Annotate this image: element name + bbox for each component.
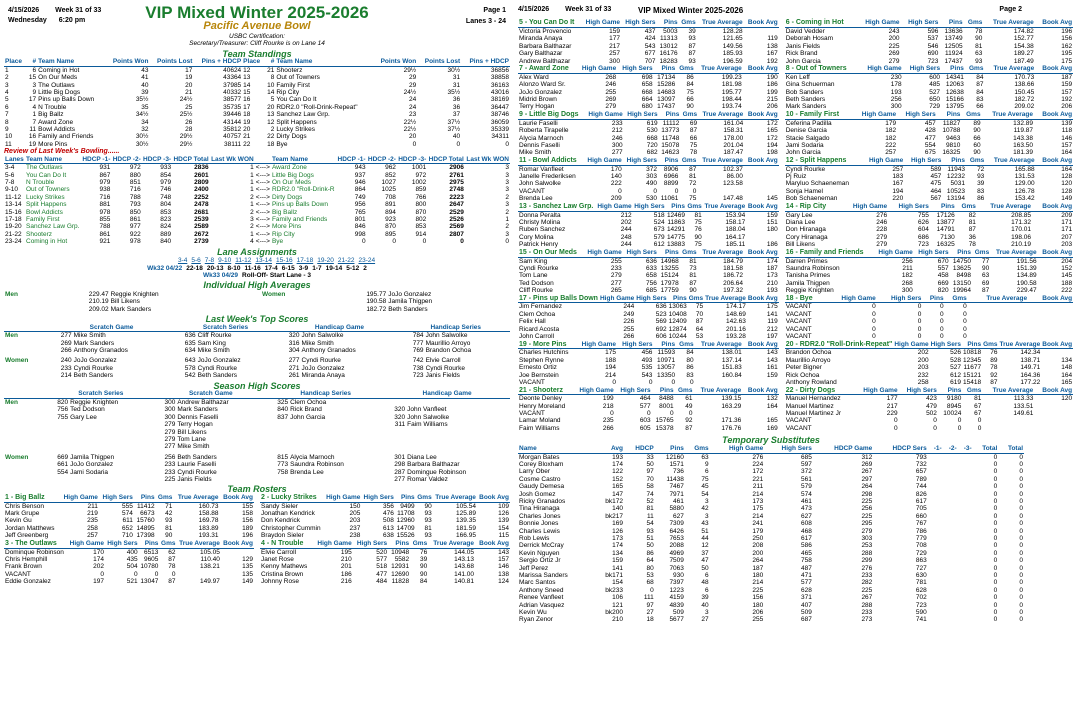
league-title: VIP Mixed Winter 2025-2026 <box>145 3 369 22</box>
roster-team-name: 10 - Family First <box>785 112 853 119</box>
roster-row: Gina Schuerman 178 485 12063 87 138.66 159 <box>785 81 1073 89</box>
section-high-averages: Individual High Averages <box>203 280 311 291</box>
arrow-icon: <---> <box>255 208 270 216</box>
roster-table: 17 - Pins up Balls Down High Game High Sers Pins Gms True Average Book Avg Jim Fernandez 244 636 13063 75 174.17 175 Clem Ochoa 249 523 10408 70 148.69 141 Felix Hall 226 569 12409 87 142.63 119 Ricard Acosta 255 692 12874 64 201.16 212 John Carroll 266 606 10244 53 193.28 197 <box>519 294 778 341</box>
temp-sub-row: Rob Lewis 173 51 7653 44 250 617 303 779 0 0 <box>519 535 1023 542</box>
arrow-icon: <---> <box>255 179 270 187</box>
roster-row: Alonzo Ward Sr. 246 658 15286 84 181.98 186 <box>519 81 778 89</box>
roster-row: Christopher Cummin 237 613 14709 81 181.59 154 <box>261 524 509 532</box>
roster-table: 15 - On Our Meds High Game High Sers Pins Gms True Average Book Avg Sam King 255 636 14968 81 184.79 174 Cyndi Rourke 233 633 13255 73 181.58 187 Tom Lane 279 658 15124 81 186.72 173 Ted Dodson 277 756 17978 87 206.64 210 Cliff Rourke 265 685 17759 90 197.32 193 <box>519 248 778 295</box>
roster-row: JoJo Gonzalez 255 668 14683 75 195.77 199 <box>519 88 778 96</box>
lane-pair: 17-18 <box>296 257 314 265</box>
roster-row: Mark Grupe 219 574 6673 42 158.88 158 <box>5 510 253 518</box>
review-row: 17-18 Family First 855 861 823 2539 3 <---> Family and Friends 801 923 802 2526 1 <box>5 216 509 224</box>
roster-row: Manuel Martinez Jr 229 502 10024 67 149.61 <box>785 410 1034 418</box>
roster-row: Brandon Ochoa 202 526 10818 76 142.34 <box>785 349 1041 357</box>
roster-row: Cristina Brown 186 477 12690 90 141.00 138 <box>261 570 509 578</box>
roster-row: Stacie Salgado 182 477 9463 66 143.38 146 <box>785 134 1073 142</box>
roster-row: Tanisha Primes 182 458 8498 63 134.89 145 <box>785 272 1073 280</box>
lane-pair: 13-14 <box>255 257 272 265</box>
roster-row: Henry Moreland 218 577 8001 49 163.29 164 <box>519 402 778 410</box>
roster-row: Jeff Greenberg 257 710 17398 90 193.31 196 <box>5 532 253 540</box>
review-row: 5-6 You Can Do It 867 880 854 2601 1 <---> Little Big Dogs 937 852 972 2761 3 <box>5 171 509 179</box>
men-averages: Men 229.47 Reggie Knighten 210.19 Bill Likens 209.02 Mark Sanders <box>5 290 159 313</box>
section-lane-assignments: Lane Assignments <box>217 246 297 257</box>
roster-team-name: 11 - Bowl Addicts <box>518 158 583 165</box>
roster-row: Kevin Gu 235 611 15760 93 169.78 156 <box>5 517 253 525</box>
roster-team-name: 15 - On Our Meds <box>518 250 583 257</box>
roster-team-name: 14 - Rip City <box>785 204 842 211</box>
roster-row: Chris Hemphill 174 435 9605 87 110.40 129 <box>5 555 253 563</box>
roster-row: John Garcia 279 723 17437 93 187.49 175 <box>785 57 1073 65</box>
section-temp-subs: Temporary Substitutes <box>722 435 820 446</box>
standings-row: 5 17 Pins up Balls Down 35½ 24½ 38577 16 5 You Can Do It 24 36 38169 <box>5 96 509 104</box>
roster-table: 18 - Bye High Game High Sers Pins Gms True Average Book Avg VACANT 0 0 0 0 VACANT 0 0 0 0 VACANT 0 0 0 0 VACANT 0 0 0 0 VACANT 0 0 0 0 <box>785 294 1073 341</box>
lane-match: 20-13 <box>206 264 224 272</box>
roster-table: 20 - RDR2.0 "Roll-Drink-Repeat" High Game High Sers Pins Gms True Average Book Avg Brandon Ochoa 202 526 10818 76 142.34 Maurillio Arroyo 200 528 12345 89 138.71 134 Peter Bigner 203 527 11677 78 149.71 148 Rick Ochoa 232 612 15121 92 164.36 164 Anthony Rowland 258 619 15418 87 177.22 165 <box>785 340 1073 386</box>
roster-row: Alex Ward 268 698 17134 86 199.23 190 <box>519 73 778 81</box>
roster-team-name: 1 - Big Ballz <box>4 495 60 502</box>
roster-table: 14 - Rip City High Game High Sers Pins Gms True Average Book Avg Gary Lee 276 755 17126 82 208.85 209 Diana Lee 246 626 13877 81 171.32 171 Don Hiranaga 228 604 14791 87 170.01 171 Cory Hiranaga 279 686 7130 36 198.06 207 Bill Likens 279 723 16325 78 210.19 203 <box>785 202 1073 249</box>
standings-row: 4 9 Little Big Dogs 39 21 40332 15 14 Rip City 24½ 35½ 43016 <box>5 89 509 97</box>
roster-row: Cory Hiranaga 279 686 7130 36 198.06 207 <box>785 233 1073 241</box>
week-label-2: Week 31 of 33 <box>565 6 612 13</box>
temp-sub-row: Ryan Zenor 210 18 5677 27 255 687 273 741 0 0 <box>519 616 1023 624</box>
season-high-table: Scratch Series Scratch Game Handicap Series Handicap Game Men 820 Reggie Knighten 300 Andrew Balthazar 325 Clem Ochoa 756 Ted Dodson 300 Mark Sanders 840 Rick Brand 320 John Vanfleet 755 Gary Lee 300 Dennis Faselli 837 John Garcia 320 John Salwolke 279 Terry Hogan 311 Faim Williams 279 Bill Likens 279 Tom Lane 277 Mike Smith Women 669 Jamila Thigpen 256 Beth Sanders 815 Alycia Marnoch 301 Diana Lee 661 JoJo Gonzalez 233 Laurie Faselli 773 Saundra Robinson 298 Barbara Balthazar 554 Jami Sodaria 233 Cyndi Rourke 758 Brenda Lee 287 Domingue Robinson 225 Janis Fields 277 Romar Valdez <box>4 391 510 483</box>
standings-row: 7 1 Big Ballz 34½ 25½ 39446 18 13 Sanchez Law Grp. 23 37 38746 <box>5 111 509 119</box>
lane-pair: 21-22 <box>337 257 355 265</box>
temp-sub-row: Bonnie Jones 169 54 7309 43 241 608 295 767 0 0 <box>519 520 1023 528</box>
roster-row: Roberta Tirapelle 212 530 13773 87 158.31 165 <box>519 127 778 135</box>
roster-row: Ken Leff 230 600 14341 84 170.73 187 <box>785 73 1073 81</box>
review-row: 7-8 N Trouble 979 851 979 2809 1 <---> On Our Meds 946 1027 1002 2975 3 <box>5 179 509 187</box>
roster-team-name: 6 - Coming in Hot <box>785 20 857 27</box>
roster-row: Cory Molina 248 579 14775 90 164.17 <box>519 233 746 241</box>
standings-row: 6 4 N Trouble 35 25 35735 17 20 RDR2.0 "Roll-Drink-Repeat" 24 36 36447 <box>5 103 509 111</box>
temp-sub-row: Jeff Perez 141 80 7063 50 187 487 276 727 0 0 <box>519 564 1023 572</box>
review-row: 13-14 Split Happens 881 793 804 2478 1 <---> Pins up Balls Down 956 891 800 2647 3 <box>5 201 509 209</box>
roster-row: Peter Bigner 203 527 11677 78 149.71 148 <box>785 364 1073 372</box>
standings-row: 2 15 On Our Meds 41 19 43364 13 8 Out of Towners 29 31 38858 <box>5 74 509 82</box>
roster-row: Don Kendrick 203 508 12960 93 139.35 139 <box>261 517 509 525</box>
roster-row: Bill Likens 279 723 16325 78 210.19 203 <box>785 241 1073 249</box>
temp-sub-row: Larry Ober 122 97 736 6 172 372 267 657 0 0 <box>519 468 1023 476</box>
temp-sub-row: Gaudy Demesa 165 58 7467 45 211 579 264 744 0 0 <box>519 483 1023 491</box>
roster-row: Anthony Rowland 258 619 15418 87 177.22 165 <box>785 378 1073 386</box>
roster-row: Gary Lee 276 755 17126 82 208.85 209 <box>785 211 1073 219</box>
last-week-top-table: Scratch Game Scratch Series Handicap Game Handicap Series Men 277 Mike Smith 636 Cliff Rourke 320 John Salwolke 784 John Salwolke 269 Mark Sanders 635 Sam King 316 Mike Smith 777 Maurillio Arroyo 266 Anthony Granados 634 Mike Smith 304 Anthony Granados 769 Brandon Ochoa Women 240 JoJo Gonzalez 643 JoJo Gonzalez 277 Cyndi Rourke 742 Elvie Carroll 233 Cyndi Rourke 578 Cyndi Rourke 271 JoJo Gonzalez 738 Cyndi Rourke 214 Beth Sanders 542 Beth Sanders 261 Miranda Anaya 723 Janis Fields <box>4 324 510 379</box>
high-averages <box>4 291 510 313</box>
roster-table: 8 - Out of Towners High Game High Sers Pins Gms True Average Book Avg Ken Leff 230 600 14341 84 170.73 187 Gina Schuerman 178 485 12063 87 138.66 159 Bob Sanders 193 527 12638 84 150.45 157 Beth Sanders 256 650 15166 83 182.72 192 Mark Sanders 300 729 13795 66 209.02 206 <box>785 65 1073 111</box>
roster-row: Braydon Sieler 238 638 15526 93 166.95 115 <box>261 532 509 540</box>
roster-team-name: 18 - Bye <box>785 296 826 303</box>
roster-row: Diana Lee 246 626 13877 81 171.32 171 <box>785 218 1073 226</box>
standings-row: 10 16 Family and Friends 30½ 29½ 40757 21 22 Dirty Dogs 20 40 34311 <box>5 133 509 141</box>
temp-subs-table: Name Avg HDCP Pins Gms High Game High Sers HDCP Game HDCP Sers -1- -2- -3- Total Total Morgan Bates 193 33 12160 63 276 685 312 793 0 0 Corey Bloxham 174 50 1571 9 224 597 269 732 0 0 Larry Ober 122 97 736 6 172 372 267 657 0 0 Cosme Castro 152 70 11438 75 221 561 297 789 0 0 Gaudy Demesa 165 58 7467 45 211 579 264 744 0 0 Josh Gomez 147 74 7971 54 214 574 298 826 0 0 Ricky Granados bk172 52 461 3 173 461 225 617 0 0 Tina Hiranaga 140 81 5880 42 175 473 256 705 0 0 Charles Jones bk217 11 627 3 214 627 225 660 0 0 Bonnie Jones 169 54 7309 43 241 608 295 767 0 0 Charles Lewis 126 93 6426 51 179 468 279 786 0 0 Rob Lewis 173 51 7653 44 250 617 303 779 0 0 Derrick McCray 174 50 2088 12 208 586 253 708 0 0 Kevin Nguyen 134 86 4969 37 200 465 288 729 0 0 Sergio Ortiz Jr 159 64 7509 47 264 758 299 863 0 0 Jeff Perez 141 80 7063 50 187 487 276 727 0 0 Marissa Sanders bk171 53 930 6 180 471 233 630 0 0 Marc Santos 154 68 7397 48 214 577 282 781 0 0 Anthony Sneed bk233 0 1223 6 225 628 225 628 0 0 Renee Vanfleet 106 111 4159 39 156 371 267 702 0 0 Adrian Vasquez 121 97 4839 40 180 407 288 723 0 0 Kevin Wu bk200 27 509 3 206 509 233 590 0 0 Ryan Zenor 210 18 5677 27 255 687 273 741 0 0 <box>519 444 1023 624</box>
arrow-icon: <---> <box>255 230 270 238</box>
temp-sub-row: Marissa Sanders bk171 53 930 6 180 471 233 630 0 0 <box>519 572 1023 580</box>
roster-row: VACANT 0 0 0 0 <box>785 424 982 432</box>
roster-team-name: 17 - Pins up Balls Down <box>519 294 598 302</box>
lane-pair: 9-10 <box>218 257 232 265</box>
roster-row: Reggie Knighten 300 820 19964 87 229.47 222 <box>785 287 1073 295</box>
roster-row: Maurillio Arroyo 200 528 12345 89 138.71 134 <box>785 356 1073 364</box>
roster-row: Janis Fields 225 546 12505 81 154.38 162 <box>785 42 1073 50</box>
section-team-standings: Team Standings <box>222 48 292 59</box>
roster-row: Stephen Rynne 188 493 10971 80 137.14 143 <box>519 356 778 364</box>
roster-team-name: 12 - Split Happens <box>785 158 862 165</box>
roster-row: Clem Ochoa 249 523 10408 70 148.69 141 <box>519 310 778 318</box>
roster-row: David Vedder 243 596 13636 78 174.82 196 <box>785 27 1073 35</box>
roster-team-name: 20 - RDR2.0 "Roll-Drink-Repeat" <box>785 340 893 348</box>
roster-row: Sam King 255 636 14968 81 184.79 174 <box>519 257 778 265</box>
lane-match: 22-18 <box>186 264 203 272</box>
report-date-2: 4/15/2026 <box>518 6 550 13</box>
roster-row: Midrid Brown 269 664 13097 66 198.44 215 <box>519 96 778 104</box>
roster-row: Rick Ochoa 232 612 15121 92 164.36 164 <box>785 371 1073 379</box>
section-review: Review of Last Week's Bowling...... <box>4 148 120 156</box>
arrow-icon: <---> <box>255 171 270 179</box>
lane-match: 1-7 <box>312 264 322 272</box>
league-title-2: VIP Mixed Winter 2025-2026 <box>638 6 744 15</box>
standings-row: 9 11 Bowl Addicts 32 28 35812 20 2 Lucky Strikes 22½ 37½ 35339 <box>5 126 509 134</box>
roster-row: Barbara Balthazar 217 543 13012 87 149.56 138 <box>519 42 778 50</box>
temp-sub-row: Kevin Nguyen 134 86 4969 37 200 465 288 729 0 0 <box>519 549 1023 557</box>
roster-row: Ted Dodson 277 756 17978 87 206.64 210 <box>519 279 778 287</box>
roster-row: Miranda Anaya 177 424 11313 93 121.65 119 <box>519 35 778 43</box>
roster-row: Gary Balthazar 257 677 16176 87 185.93 167 <box>519 50 778 58</box>
roster-row: John Carroll 266 606 10244 53 193.28 197 <box>519 333 778 341</box>
roster-team-name: 9 - Little Big Dogs <box>518 112 584 119</box>
lane-match: 3-9 <box>298 264 309 272</box>
lane-match: 6-15 <box>281 264 295 272</box>
week-label: Week 31 of 33 <box>55 7 102 14</box>
lane-pair: 5-6 <box>191 257 201 265</box>
temp-sub-row: Adrian Vasquez 121 97 4839 40 180 407 288 723 0 0 <box>519 601 1023 609</box>
roster-row: Jamila Thigpen 268 669 13150 69 190.58 188 <box>785 279 1073 287</box>
temp-sub-row: Josh Gomez 147 74 7971 54 214 574 298 826 0 0 <box>519 490 1023 498</box>
review-row: 23-24 Coming in Hot 921 978 840 2739 4 <---> Bye 0 0 0 0 0 <box>5 238 509 246</box>
roster-table: 5 - You Can Do It High Game High Sers Pins Gms True Average Book Avg Victoria Provencio 159 437 5003 39 128.28 Miranda Anaya 177 424 11313 93 121.65 119 Barbara Balthazar 217 543 13012 87 149.56 138 Gary Balthazar 257 677 16176 87 185.93 167 Andrew Balthazar 300 707 18283 93 196.59 192 <box>519 19 778 65</box>
lane-match: 19-14 <box>325 264 343 272</box>
roster-row: Charles Hutchins 175 456 11593 84 138.01 143 <box>519 349 778 357</box>
review-row: 19-20 Sanchez Law Grp. 788 977 824 2589 2 <---> More Pins 846 870 853 2569 2 <box>5 223 509 231</box>
lane-match: 2 <box>363 264 367 272</box>
temp-sub-row: Renee Vanfleet 106 111 4159 39 156 371 267 702 0 0 <box>519 594 1023 602</box>
roster-row: Patrick Henry 244 612 13883 75 185.11 186 <box>519 241 778 249</box>
roster-row: Cliff Rourke 265 685 17759 90 197.32 193 <box>519 287 778 295</box>
rosters-page1 <box>4 495 510 587</box>
roster-row: Mike Smith 277 682 14623 78 187.47 198 <box>519 149 778 157</box>
roster-row: Denise Garcia 182 428 10788 90 119.87 118 <box>785 127 1073 135</box>
roster-row: Tom Lane 279 658 15124 81 186.72 173 <box>519 272 778 280</box>
time-label: 6:20 pm <box>58 17 86 24</box>
lane-match: 8-10 <box>227 264 241 272</box>
roster-team-name: 4 - N Trouble <box>260 541 313 548</box>
roster-row: VACANT 0 0 0 0 135 <box>5 570 253 578</box>
review-row: 15-16 Bowl Addicts 978 850 853 2681 2 <---> Big Ballz 765 894 870 2529 2 <box>5 208 509 216</box>
page-2-header <box>518 2 1024 16</box>
review-row: 21-22 Shooterz 861 922 889 2672 1 <---> Rip City 998 895 914 2807 3 <box>5 230 509 238</box>
roster-table: 9 - Little Big Dogs High Game High Sers Pins Gms True Average Book Avg Laurie Faselli 233 619 11112 69 161.04 172 Roberta Tirapelle 212 530 13773 87 158.31 165 Alycia Marnoch 246 668 11748 66 178.00 172 Dennis Faselli 300 720 15078 75 201.04 194 Mike Smith 277 682 14623 78 187.47 198 <box>519 111 778 157</box>
lane-pair: 3-4 <box>177 257 188 265</box>
roster-row: Lamar Moland 235 603 15765 92 171.36 165 <box>519 417 778 425</box>
roster-row: Dominque Robinson 170 400 6513 62 105.05 <box>5 548 220 556</box>
roster-row: Manuel Hernandez 177 423 9180 81 113.33 120 <box>785 395 1073 403</box>
roster-row: Frank Brown 202 504 10780 78 138.21 135 <box>5 563 253 571</box>
roster-row: Victoria Provencio 159 437 5003 39 128.28 <box>519 27 743 35</box>
day-label: Wednesday <box>8 17 47 24</box>
roster-row: Laurie Faselli 233 619 11112 69 161.04 172 <box>519 119 778 127</box>
report-date: 4/15/2026 <box>8 7 40 14</box>
roster-team-name: 3 - The Outlaws <box>4 541 67 548</box>
roster-row: Alycia Marnoch 246 668 11748 66 178.00 172 <box>519 134 778 142</box>
temp-sub-row: Anthony Sneed bk233 0 1223 6 225 628 225 628 0 0 <box>519 586 1023 594</box>
roster-team-name: 13 - Sanchez Law Grp. <box>518 204 596 211</box>
temp-sub-row: Morgan Bates 193 33 12160 63 276 685 312 793 0 0 <box>519 453 1023 461</box>
temp-sub-row: Kevin Wu bk200 27 509 3 206 509 233 590 0 0 <box>519 609 1023 617</box>
lane-header <box>4 257 510 264</box>
temp-sub-row: Charles Lewis 126 93 6426 51 179 468 279 786 0 0 <box>519 527 1023 535</box>
roster-row: Ricard Acosta 255 692 12874 64 201.16 212 <box>519 325 778 333</box>
arrow-icon: <---> <box>255 216 270 224</box>
roster-row: Eddie Gonzalez 197 521 13047 87 149.97 149 <box>5 578 253 586</box>
roster-row: Ernesto Ortiz 194 535 13057 86 151.83 161 <box>519 364 778 372</box>
women-averages: Women 195.77 JoJo Gonzalez 190.58 Jamila Thigpen 182.72 Beth Sanders <box>262 290 433 313</box>
roster-row: Ruben Sanchez 244 673 14291 76 188.04 180 <box>519 226 778 234</box>
roster-row: VACANT 0 0 0 0 <box>519 378 694 386</box>
roster-row: Andrew Balthazar 300 707 18283 93 196.59 192 <box>519 57 778 65</box>
standings-row: 1 6 Coming in Hot 43 17 40624 12 21 Shooterz 29½ 30½ 36856 <box>5 66 509 74</box>
roster-row: Beth Sanders 256 650 15166 83 182.72 192 <box>785 96 1073 104</box>
page-2 <box>514 0 1073 703</box>
temp-sub-row: Ricky Granados bk172 52 461 3 173 461 225 617 0 0 <box>519 497 1023 505</box>
roster-row: Brenda Lee 209 530 11061 75 147.48 145 <box>519 195 778 203</box>
roster-table: 11 - Bowl Addicts High Game High Sers Pins Gms True Average Book Avg Romar Vanfleet 170 372 8906 87 102.37 Janelle Frederiksen 140 303 6966 81 86.00 John Salwolke 222 490 8899 72 123.58 VACANT 0 0 0 0 Brenda Lee 209 530 11061 75 147.48 145 <box>519 157 778 203</box>
lane-pair: 19-20 <box>317 257 334 265</box>
roster-team-name: 22 - Dirty Dogs <box>785 387 855 394</box>
roster-team-name: 7 - Award Zone <box>518 66 576 73</box>
roster-table: 10 - Family First High Game High Sers Pins Gms True Average Book Avg Ceferina Padilla 179 457 11827 89 132.89 139 Denise Garcia 182 428 10788 90 119.87 118 Stacie Salgado 182 477 9463 66 143.38 146 Jami Sodaria 222 554 9810 60 163.50 157 John Garcia 257 675 16325 90 181.39 164 <box>785 111 1073 157</box>
roster-row: Jordan Matthews 258 652 14895 81 183.89 189 <box>5 524 253 532</box>
roster-table: 21 - Shooterz High Game High Sers Pins Gms True Average Book Avg Deonte Denley 199 464 8488 61 139.15 132 Henry Moreland 218 577 8001 49 163.29 164 VACANT 0 0 0 0 Lamar Moland 235 603 15765 92 171.36 165 Faim Williams 266 605 15378 87 176.76 169 <box>519 386 778 432</box>
roster-table: 12 - Split Happens High Game High Sers Pins Gms True Average Book Avg Cyndi Rourke 257 589 11943 72 165.88 164 Pj Ruiz 183 457 12232 93 131.53 128 Maryluo Schaeneman 167 475 5031 39 129.00 120 Sonja Hamel 194 464 10523 83 126.78 128 Bob Schaeneman 220 567 13194 86 153.42 149 <box>785 157 1073 203</box>
roster-row: Mark Sanders 300 729 13795 66 209.02 206 <box>785 103 1073 111</box>
roster-table: 2 - Lucky Strikes High Game High Sers Pins Gms True Average Book Avg Sandy Sieler 150 356 9499 90 105.54 109 Jonathan Kendrick 205 476 11708 93 125.89 126 Don Kendrick 203 508 12960 93 139.35 139 Christopher Cummin 237 613 14709 81 181.59 154 Braydon Sieler 238 638 15526 93 166.95 115 <box>261 494 509 540</box>
temp-sub-row: Derrick McCray 174 50 2088 12 208 586 253 708 0 0 <box>519 542 1023 550</box>
standings-row: 3 3 The Outlaws 40 20 37985 14 10 Family First 29 31 36163 <box>5 81 509 89</box>
arrow-icon: <---> <box>255 201 270 209</box>
roster-row: Felix Hall 226 569 12409 87 142.63 119 <box>519 318 778 326</box>
roster-row: VACANT 0 0 0 0 <box>519 410 693 418</box>
lane-match: 5-12 <box>346 264 360 272</box>
temp-sub-row: Tina Hiranaga 140 81 5880 42 175 473 256 705 0 0 <box>519 505 1023 513</box>
section-team-rosters: Team Rosters <box>227 484 287 495</box>
roster-row: John Garcia 257 675 16325 90 181.39 164 <box>785 149 1073 157</box>
temp-sub-row: Sergio Ortiz Jr 159 64 7509 47 264 758 299 863 0 0 <box>519 557 1023 565</box>
lane-pair: 23-24 <box>358 257 376 265</box>
roster-table: 6 - Coming in Hot High Game High Sers Pins Gms True Average Book Avg David Vedder 243 596 13636 78 174.82 196 Deborah Hosam 200 537 13749 90 152.77 156 Janis Fields 225 546 12505 81 154.38 162 Rick Brand 269 690 11924 63 189.27 195 John Garcia 279 723 17437 93 187.49 175 <box>785 19 1073 65</box>
roster-team-name: 21 - Shooterz <box>518 387 573 394</box>
roster-table: 13 - Sanchez Law Grp. High Game High Sers Pins Gms True Average Book Avg Donna Peralta 212 518 12469 81 153.94 159 Christy Molina 202 524 11863 75 158.17 151 Ruben Sanchez 244 673 14291 76 188.04 180 Cory Molina 248 579 14775 90 164.17 Patrick Henry 244 612 13883 75 185.11 186 <box>519 202 778 249</box>
section-last-week-top: Last Week's Top Scores <box>205 314 309 324</box>
standings-table: Place # Team Name Points Won Points Lost Pins + HDCP Place # Team Name Points Won Points Lost Pins + HDCP 1 6 Coming in Hot 43 17 40624 12 21 Shooterz 29½ 30½ 36856 2 15 On Our Meds 41 19 43364 13 8 Out of Towners 29 31 38858 3 3 The Outlaws 40 20 37985 14 10 Family First 29 31 36163 4 9 Little Big Dogs 39 21 40332 15 14 Rip City 24½ 35½ 43016 5 17 Pins up Balls Down 35½ 24½ 38577 16 5 You Can Do It 24 36 38169 6 4 N Trouble 35 25 35735 17 20 RDR2.0 "Roll-Drink-Repeat" 24 36 36447 7 1 Big Ballz 34½ 25½ 39446 18 13 Sanchez Law Grp. 23 37 38746 8 7 Award Zone 34 26 43144 19 12 Split Happens 22½ 37½ 36059 9 11 Bowl Addicts 32 28 35812 20 2 Lucky Strikes 22½ 37½ 35339 10 16 Family and Friends 30½ 29½ 40757 21 22 Dirty Dogs 20 40 34311 11 19 More Pins 30½ 29½ 38111 22 18 Bye 0 0 0 <box>5 58 509 148</box>
roster-row: Saundra Robinson 211 557 13625 90 151.39 152 <box>785 264 1073 272</box>
lane-match: 11-16 <box>244 264 261 272</box>
roster-row: Chris Benson 211 555 11412 71 160.73 155 <box>5 502 253 510</box>
roster-row: Kenny Mathews 201 518 12931 90 143.68 146 <box>261 563 509 571</box>
roster-table: 19 - More Pins High Game High Sers Pins Gms True Average Book Avg Charles Hutchins 175 456 11593 84 138.01 143 Stephen Rynne 188 493 10971 80 137.14 143 Ernesto Ortiz 194 535 13057 86 151.83 161 Joe Bernstein 214 543 13350 83 160.84 159 VACANT 0 0 0 0 <box>519 340 778 386</box>
page-number-2: Page 2 <box>999 6 1022 13</box>
roster-row: VACANT 0 0 0 0 <box>785 417 982 425</box>
section-season-high: Season High Scores <box>213 380 301 391</box>
temp-sub-row: Marc Santos 154 68 7397 48 214 577 282 781 0 0 <box>519 579 1023 587</box>
roster-row: Sandy Sieler 150 356 9499 90 105.54 109 <box>261 502 509 510</box>
roster-row: Johnny Rose 216 484 11828 84 140.81 124 <box>261 578 509 586</box>
lane-week-33: Wk33 04/29 Roll-Off- Start Lane - 3 <box>202 271 312 279</box>
temp-sub-row: Charles Jones bk217 11 627 3 214 627 225 660 0 0 <box>519 512 1023 520</box>
page-1-header <box>4 2 510 32</box>
roster-table: 4 - N Trouble High Game High Sers Pins Gms True Average Book Avg Elvie Carroll 195 520 10948 76 144.05 143 Janet Rose 210 577 5582 39 143.13 157 Kenny Mathews 201 518 12931 90 143.68 146 Cristina Brown 186 477 12690 90 141.00 138 Johnny Rose 216 484 11828 84 140.81 124 <box>261 539 509 586</box>
roster-team-name: 8 - Out of Towners <box>785 66 860 73</box>
roster-row: Christy Molina 202 524 11863 75 158.17 151 <box>519 218 778 226</box>
roster-row: Rick Brand 269 690 11924 63 189.27 195 <box>785 50 1073 58</box>
usbc-cert: USBC Certification: <box>229 32 285 40</box>
roster-row: Bob Schaeneman 220 567 13194 86 153.42 149 <box>785 195 1073 203</box>
roster-row: Pj Ruiz 183 457 12232 93 131.53 128 <box>785 173 1073 181</box>
arrow-icon: <---> <box>255 193 270 201</box>
bowl-name: Pacific Avenue Bowl <box>203 20 311 32</box>
roster-row: Jim Fernandez 244 636 13063 75 174.17 175 <box>519 303 778 311</box>
roster-row: VACANT 0 0 0 0 <box>785 318 967 326</box>
standings-row: 8 7 Award Zone 34 26 43144 19 12 Split Happens 22½ 37½ 36059 <box>5 118 509 126</box>
roster-row: Ceferina Padilla 179 457 11827 89 132.89 139 <box>785 119 1073 127</box>
roster-row: Romar Vanfleet 170 372 8906 87 102.37 <box>519 165 743 173</box>
roster-table: 7 - Award Zone High Game High Sers Pins Gms True Average Book Avg Alex Ward 268 698 17134 86 199.23 190 Alonzo Ward Sr. 246 658 15286 84 181.98 186 JoJo Gonzalez 255 668 14683 75 195.77 199 Midrid Brown 269 664 13097 66 198.44 215 Terry Hogan 279 680 17437 90 193.74 206 <box>519 65 778 111</box>
temp-sub-row: Corey Bloxham 174 50 1571 9 224 597 269 732 0 0 <box>519 460 1023 468</box>
roster-team-name: 5 - You Can Do It <box>518 20 581 27</box>
roster-team-name: 16 - Family and Friends <box>785 250 874 257</box>
roster-row: Maryluo Schaeneman 167 475 5031 39 129.00 120 <box>785 180 1073 188</box>
roster-table: 22 - Dirty Dogs High Game High Sers Pins Gms True Average Book Avg Manuel Hernandez 177 423 9180 81 113.33 120 Manuel Martinez 217 479 8945 67 133.51 Manuel Martinez Jr 229 502 10024 67 149.61 VACANT 0 0 0 0 VACANT 0 0 0 0 <box>785 386 1073 432</box>
roster-row: John Salwolke 222 490 8899 72 123.58 <box>519 180 743 188</box>
roster-row: VACANT 0 0 0 0 <box>785 325 967 333</box>
page-number: Page 1 <box>483 7 506 14</box>
roster-row: Deborah Hosam 200 537 13749 90 152.77 156 <box>785 35 1073 43</box>
roster-team-name: 2 - Lucky Strikes <box>260 495 324 502</box>
roster-row: Cyndi Rourke 257 589 11943 72 165.88 164 <box>785 165 1073 173</box>
rosters-page2 <box>518 19 1073 433</box>
roster-row: Deonte Denley 199 464 8488 61 139.15 132 <box>519 395 778 403</box>
roster-row: Janelle Frederiksen 140 303 6966 81 86.00 <box>519 173 743 181</box>
roster-row: Janet Rose 210 577 5582 39 143.13 157 <box>261 555 509 563</box>
lane-match: 17-4 <box>264 264 278 272</box>
standings-row: 11 19 More Pins 30½ 29½ 38111 22 18 Bye 0 0 0 <box>5 140 509 148</box>
arrow-icon: <---> <box>255 164 270 172</box>
review-row: 9-10 Out of Towners 938 716 746 2400 1 <---> RDR2.0 "Roll-Drink-R 864 1025 859 2748 3 <box>5 186 509 194</box>
lane-pair: 15-16 <box>275 257 293 265</box>
roster-row: Terry Hogan 279 680 17437 90 193.74 206 <box>519 103 778 111</box>
roster-row: VACANT 0 0 0 0 <box>785 333 967 341</box>
roster-row: VACANT 0 0 0 0 <box>519 187 697 195</box>
roster-row: Donna Peralta 212 518 12469 81 153.94 159 <box>519 211 778 219</box>
roster-row: Manuel Martinez 217 479 8945 67 133.51 <box>785 402 1034 410</box>
roster-row: Elvie Carroll 195 520 10948 76 144.05 143 <box>261 548 509 556</box>
roster-row: Don Hiranaga 228 604 14791 87 170.01 171 <box>785 226 1073 234</box>
roster-row: Cyndi Rourke 233 633 13255 73 181.58 187 <box>519 264 778 272</box>
roster-table: 1 - Big Ballz High Game High Sers Pins Gms True Average Book Avg Chris Benson 211 555 11412 71 160.73 155 Mark Grupe 219 574 6673 42 158.88 158 Kevin Gu 235 611 15760 93 169.78 156 Jordan Matthews 258 652 14895 81 183.89 189 Jeff Greenberg 257 710 17398 90 193.31 196 <box>5 494 253 540</box>
roster-row: Jonathan Kendrick 205 476 11708 93 125.89 126 <box>261 510 509 518</box>
roster-row: Faim Williams 266 605 15378 87 176.76 169 <box>519 424 778 432</box>
arrow-icon: <---> <box>255 223 270 231</box>
secretary: Secretary/Treasurer: Cliff Rourke is on Lane 14 <box>189 40 325 48</box>
review-row: 11-12 Lucky Strikes 716 788 748 2252 2 <---> Dirty Dogs 749 708 766 2223 2 <box>5 193 509 201</box>
lane-pair: 11-12 <box>235 257 252 265</box>
temp-sub-row: Cosme Castro 152 70 11438 75 221 561 297 789 0 0 <box>519 475 1023 483</box>
roster-row: Jami Sodaria 222 554 9810 60 163.50 157 <box>785 141 1073 149</box>
roster-table: 3 - The Outlaws High Game High Sers Pins Gms True Average Book Avg Dominque Robinson 170 400 6513 62 105.05 Chris Hemphill 174 435 9605 87 110.40 129 Frank Brown 202 504 10780 78 138.21 135 VACANT 0 0 0 0 135 Eddie Gonzalez 197 521 13047 87 149.97 149 <box>5 539 253 586</box>
roster-row: Dennis Faselli 300 720 15078 75 201.04 194 <box>519 141 778 149</box>
arrow-icon: <---> <box>255 186 270 194</box>
roster-table: 16 - Family and Friends High Game High Sers Pins Gms True Average Book Avg Darren Primes 256 670 14750 77 191.56 204 Saundra Robinson 211 557 13625 90 151.39 152 Tanisha Primes 182 458 8498 63 134.89 145 Jamila Thigpen 268 669 13150 69 190.58 188 Reggie Knighten 300 820 19964 87 229.47 222 <box>785 248 1073 295</box>
review-table: Lanes Team Name HDCP -1- HDCP -2- HDCP -3- HDCP Total Last Wk WON Team Name HDCP -1- HDCP -2- HDCP -3- HDCP Total Last Wk WON 3-4 The Outlaws 931 972 933 2836 1 <---> Award Zone 943 962 1001 2906 3 5-6 You Can Do It 867 880 854 2601 1 <---> Little Big Dogs 937 852 972 2761 3 7-8 N Trouble 979 851 979 2809 1 <---> On Our Meds 946 1027 1002 2975 3 9-10 Out of Towners 938 716 746 2400 1 <---> RDR2.0 "Roll-Drink-R 864 1025 859 2748 3 11-12 Lucky Strikes 716 788 748 2252 2 <---> Dirty Dogs 749 708 766 2223 2 13-14 Split Happens 881 793 804 2478 1 <---> Pins up Balls Down 956 891 800 2647 3 15-16 Bowl Addicts 978 850 853 2681 2 <---> Big Ballz 765 894 870 2529 2 17-18 Family First 855 861 823 2539 3 <---> Family and Friends 801 923 802 2526 1 19-20 Sanchez Law Grp. 788 977 824 2589 2 <---> More Pins 846 870 853 2569 2 21-22 Shooterz 861 922 889 2672 1 <---> Rip City 998 895 914 2807 3 23-24 Coming in Hot 921 978 840 2739 4 <---> Bye 0 0 0 0 0 <box>5 155 509 246</box>
arrow-icon: <---> <box>255 238 270 246</box>
roster-row: Darren Primes 256 670 14750 77 191.56 204 <box>785 257 1073 265</box>
roster-team-name: 19 - More Pins <box>518 341 576 348</box>
roster-row: Sonja Hamel 194 464 10523 83 126.78 128 <box>785 187 1073 195</box>
lane-pair: 7-8 <box>204 257 215 265</box>
review-row: 3-4 The Outlaws 931 972 933 2836 1 <---> Award Zone 943 962 1001 2906 3 <box>5 164 509 172</box>
lanes-label: Lanes 3 - 24 <box>465 18 506 25</box>
roster-row: Joe Bernstein 214 543 13350 83 160.84 159 <box>519 371 778 379</box>
page-1 <box>0 0 514 703</box>
roster-row: Bob Sanders 193 527 12638 84 150.45 157 <box>785 88 1073 96</box>
roster-row: VACANT 0 0 0 0 <box>785 310 967 318</box>
lane-week-label: Wk32 04/22 <box>147 264 183 272</box>
roster-row: VACANT 0 0 0 0 <box>785 303 967 311</box>
lane-week-32 <box>4 265 510 272</box>
